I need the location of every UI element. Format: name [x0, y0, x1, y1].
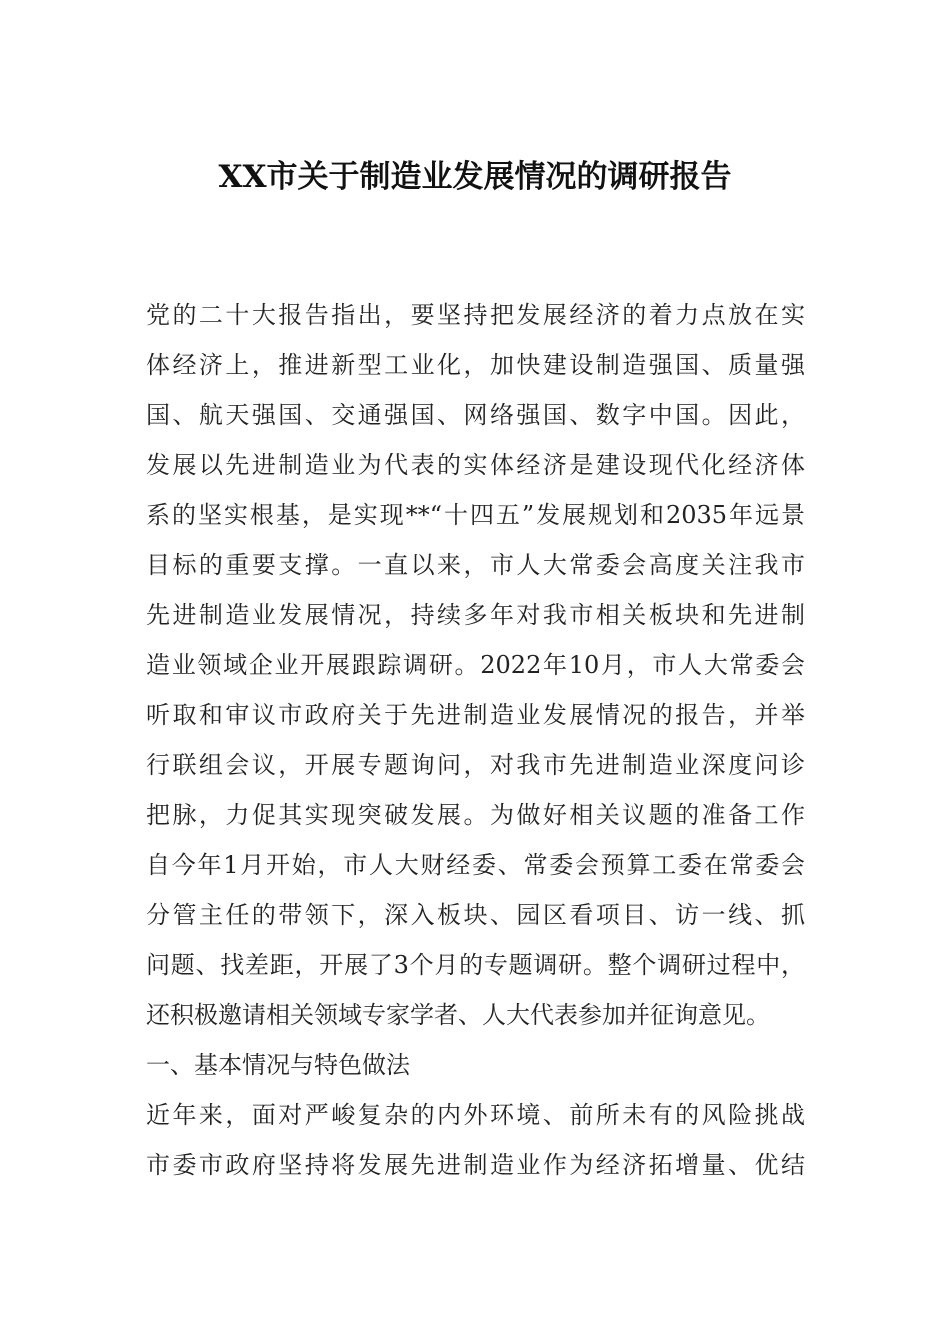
body-line-5: 系的坚实根基，是实现**“十四五”发展规划和2035年远景: [146, 501, 805, 529]
body-line-2: 体经济上，推进新型工业化，加快建设制造强国、质量强: [146, 351, 805, 379]
body-line-18: 市委市政府坚持将发展先进制造业作为经济拓增量、优结: [146, 1151, 805, 1179]
body-line-7: 先进制造业发展情况，持续多年对我市相关板块和先进制: [146, 601, 805, 629]
body-line-3: 国、航天强国、交通强国、网络强国、数字中国。因此，: [146, 401, 805, 429]
body-line-15: 还积极邀请相关领域专家学者、人大代表参加并征询意见。: [146, 1001, 770, 1029]
body-line-8: 造业领域企业开展跟踪调研。2022年10月，市人大常委会: [146, 651, 805, 679]
body-line-17: 近年来，面对严峻复杂的内外环境、前所未有的风险挑战: [146, 1101, 805, 1129]
section-heading: 一、基本情况与特色做法: [146, 1051, 410, 1079]
document-body: [146, 290, 826, 1190]
body-line-4: 发展以先进制造业为代表的实体经济是建设现代化经济体: [146, 451, 805, 479]
body-line-10: 行联组会议，开展专题询问，对我市先进制造业深度问诊: [146, 751, 805, 779]
body-line-9: 听取和审议市政府关于先进制造业发展情况的报告，并举: [146, 701, 805, 729]
body-line-14: 问题、找差距，开展了3个月的专题调研。整个调研过程中，: [146, 951, 805, 979]
body-line-11: 把脉，力促其实现突破发展。为做好相关议题的准备工作: [146, 801, 805, 829]
body-line-6: 目标的重要支撑。一直以来，市人大常委会高度关注我市: [146, 551, 805, 579]
body-line-13: 分管主任的带领下，深入板块、园区看项目、访一线、抓: [146, 901, 805, 929]
body-line-1: 党的二十大报告指出，要坚持把发展经济的着力点放在实: [146, 301, 805, 329]
document-title: XX市关于制造业发展情况的调研报告: [218, 159, 732, 195]
body-line-12: 自今年1月开始，市人大财经委、常委会预算工委在常委会: [146, 851, 805, 879]
